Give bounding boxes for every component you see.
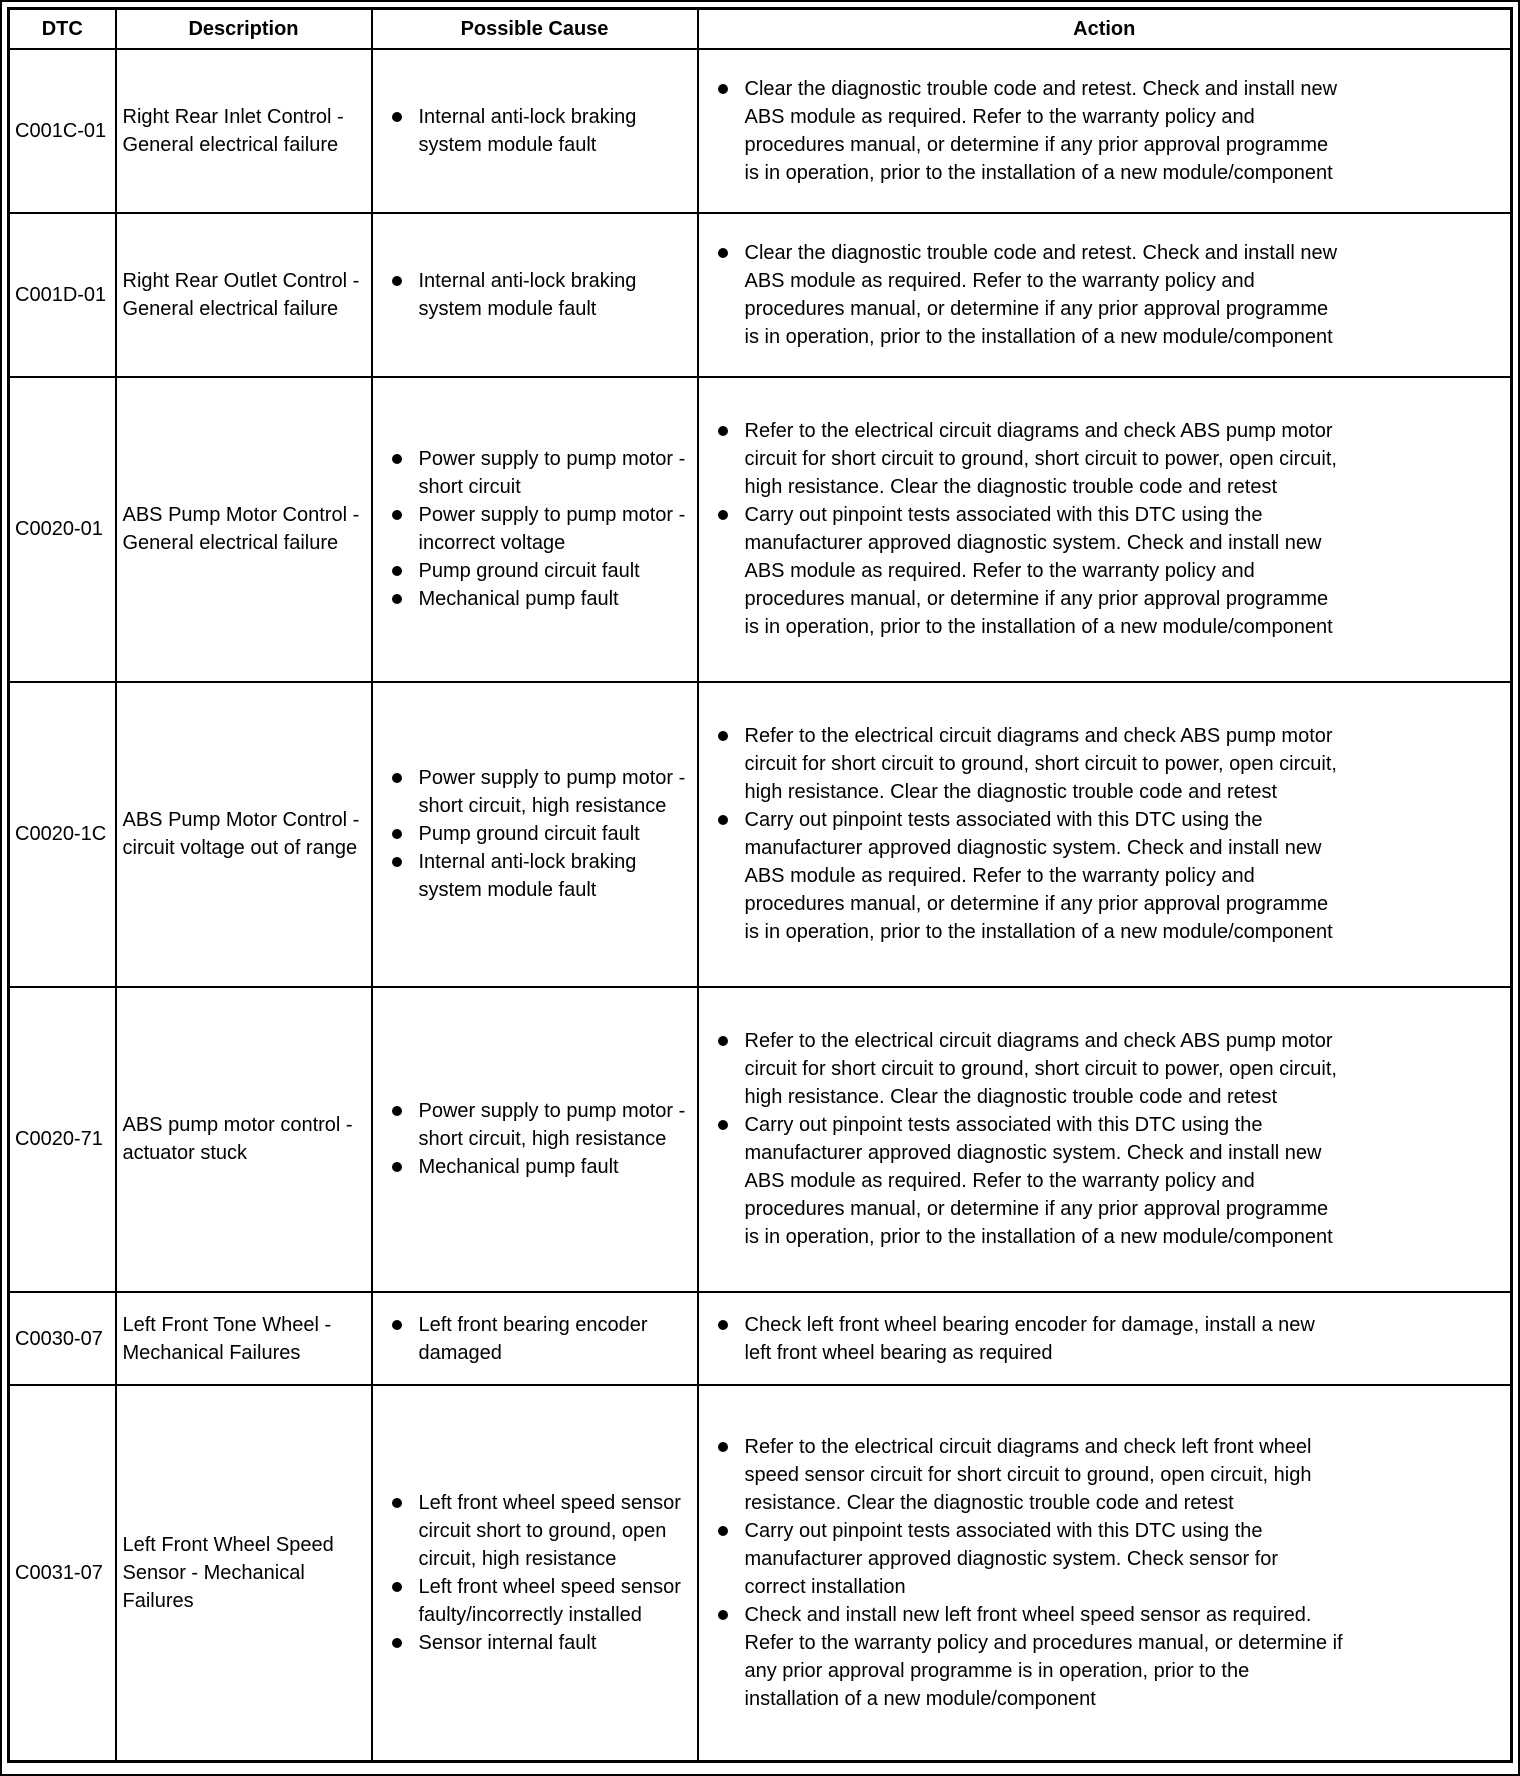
action-cell <box>698 377 1512 682</box>
table-row-c0020-01 <box>9 377 1512 682</box>
column-header-description: Description <box>116 9 372 50</box>
table-row-c0020-1c <box>9 682 1512 987</box>
dtc-description: Right Rear Outlet Control - General electrical failure <box>116 213 372 377</box>
action-list <box>705 1311 1505 1367</box>
possible-cause-cell <box>372 1385 698 1761</box>
table-row-c0031-07 <box>9 1385 1512 1761</box>
action-list-item: Refer to the electrical circuit diagrams and check left front wheel speed sensor circuit for short circuit to ground, open circuit, high resistance. Clear the diagnostic trouble code and retest <box>705 1433 1345 1517</box>
possible-cause-list <box>379 267 693 323</box>
dtc-code: C0020-71 <box>9 987 116 1292</box>
possible-cause-list <box>379 1311 693 1367</box>
possible-cause-list <box>379 764 693 904</box>
dtc-description: ABS Pump Motor Control - circuit voltage out of range <box>116 682 372 987</box>
action-list <box>705 722 1505 946</box>
column-header-possible-cause: Possible Cause <box>372 9 698 50</box>
action-list-item: Refer to the electrical circuit diagrams and check ABS pump motor circuit for short circuit to ground, short circuit to power, open circuit, high resistance. Clear the diagnostic trouble code and retest <box>705 722 1345 806</box>
action-list-item: Refer to the electrical circuit diagrams and check ABS pump motor circuit for short circuit to ground, short circuit to power, open circuit, high resistance. Clear the diagnostic trouble code and retest <box>705 417 1345 501</box>
dtc-description: Right Rear Inlet Control - General electrical failure <box>116 49 372 213</box>
action-list <box>705 1027 1505 1251</box>
dtc-description: ABS pump motor control - actuator stuck <box>116 987 372 1292</box>
possible-cause-list-item: Internal anti-lock braking system module fault <box>379 848 693 904</box>
possible-cause-cell <box>372 1292 698 1385</box>
column-header-action: Action <box>698 9 1512 50</box>
possible-cause-list-item: Mechanical pump fault <box>379 585 693 613</box>
possible-cause-list-item: Pump ground circuit fault <box>379 820 693 848</box>
possible-cause-list-item: Power supply to pump motor - incorrect voltage <box>379 501 693 557</box>
action-cell <box>698 213 1512 377</box>
action-list <box>705 75 1505 187</box>
action-list-item: Clear the diagnostic trouble code and retest. Check and install new ABS module as required. Refer to the warranty policy and procedures manual, or determine if any prior approval programme is in operation, prior to the installation of a new module/component <box>705 239 1345 351</box>
dtc-code: C0020-1C <box>9 682 116 987</box>
action-list-item: Carry out pinpoint tests associated with this DTC using the manufacturer approved diagnostic system. Check and install new ABS module as required. Refer to the warranty policy and procedures manual, or determine if any prior approval programme is in operation, prior to the installation of a new module/component <box>705 501 1345 641</box>
possible-cause-cell <box>372 682 698 987</box>
possible-cause-list-item: Left front wheel speed sensor faulty/incorrectly installed <box>379 1573 693 1629</box>
possible-cause-list-item: Power supply to pump motor - short circuit, high resistance <box>379 764 693 820</box>
column-header-dtc: DTC <box>9 9 116 50</box>
action-list-item: Check left front wheel bearing encoder for damage, install a new left front wheel bearing as required <box>705 1311 1345 1367</box>
possible-cause-list <box>379 1489 693 1657</box>
dtc-code: C0030-07 <box>9 1292 116 1385</box>
action-cell <box>698 1292 1512 1385</box>
possible-cause-list-item: Power supply to pump motor - short circuit, high resistance <box>379 1097 693 1153</box>
dtc-code: C001D-01 <box>9 213 116 377</box>
possible-cause-list <box>379 103 693 159</box>
action-list <box>705 417 1505 641</box>
action-list-item: Carry out pinpoint tests associated with this DTC using the manufacturer approved diagnostic system. Check and install new ABS module as required. Refer to the warranty policy and procedures manual, or determine if any prior approval programme is in operation, prior to the installation of a new module/component <box>705 806 1345 946</box>
table-row-c001c-01 <box>9 49 1512 213</box>
possible-cause-cell <box>372 213 698 377</box>
possible-cause-list-item: Mechanical pump fault <box>379 1153 693 1181</box>
possible-cause-cell <box>372 377 698 682</box>
action-list-item: Clear the diagnostic trouble code and retest. Check and install new ABS module as required. Refer to the warranty policy and procedures manual, or determine if any prior approval programme is in operation, prior to the installation of a new module/component <box>705 75 1345 187</box>
table-row-c0030-07 <box>9 1292 1512 1385</box>
table-row-c0020-71 <box>9 987 1512 1292</box>
possible-cause-list <box>379 445 693 613</box>
action-cell <box>698 49 1512 213</box>
possible-cause-list-item: Internal anti-lock braking system module fault <box>379 267 693 323</box>
dtc-description: Left Front Tone Wheel - Mechanical Failures <box>116 1292 372 1385</box>
dtc-code: C0020-01 <box>9 377 116 682</box>
possible-cause-list-item: Sensor internal fault <box>379 1629 693 1657</box>
action-list-item: Carry out pinpoint tests associated with this DTC using the manufacturer approved diagnostic system. Check sensor for correct installation <box>705 1517 1345 1601</box>
action-cell <box>698 1385 1512 1761</box>
action-list-item: Check and install new left front wheel speed sensor as required. Refer to the warranty policy and procedures manual, or determine if any prior approval programme is in operation, prior to the installation of a new module/component <box>705 1601 1345 1713</box>
action-cell <box>698 682 1512 987</box>
action-list-item: Refer to the electrical circuit diagrams and check ABS pump motor circuit for short circuit to ground, short circuit to power, open circuit, high resistance. Clear the diagnostic trouble code and retest <box>705 1027 1345 1111</box>
table-row-c001d-01 <box>9 213 1512 377</box>
possible-cause-list-item: Left front wheel speed sensor circuit short to ground, open circuit, high resistance <box>379 1489 693 1573</box>
dtc-description: Left Front Wheel Speed Sensor - Mechanical Failures <box>116 1385 372 1761</box>
dtc-code: C0031-07 <box>9 1385 116 1761</box>
possible-cause-list <box>379 1097 693 1181</box>
dtc-description: ABS Pump Motor Control - General electrical failure <box>116 377 372 682</box>
action-list-item: Carry out pinpoint tests associated with this DTC using the manufacturer approved diagnostic system. Check and install new ABS module as required. Refer to the warranty policy and procedures manual, or determine if any prior approval programme is in operation, prior to the installation of a new module/component <box>705 1111 1345 1251</box>
table-body <box>9 49 1512 1762</box>
possible-cause-cell <box>372 987 698 1292</box>
action-cell <box>698 987 1512 1292</box>
action-list <box>705 1433 1505 1713</box>
dtc-code: C001C-01 <box>9 49 116 213</box>
possible-cause-list-item: Left front bearing encoder damaged <box>379 1311 693 1367</box>
table-header-row <box>9 9 1512 50</box>
possible-cause-list-item: Pump ground circuit fault <box>379 557 693 585</box>
possible-cause-list-item: Internal anti-lock braking system module fault <box>379 103 693 159</box>
action-list <box>705 239 1505 351</box>
possible-cause-list-item: Power supply to pump motor - short circuit <box>379 445 693 501</box>
possible-cause-cell <box>372 49 698 213</box>
dtc-table <box>7 7 1513 1763</box>
